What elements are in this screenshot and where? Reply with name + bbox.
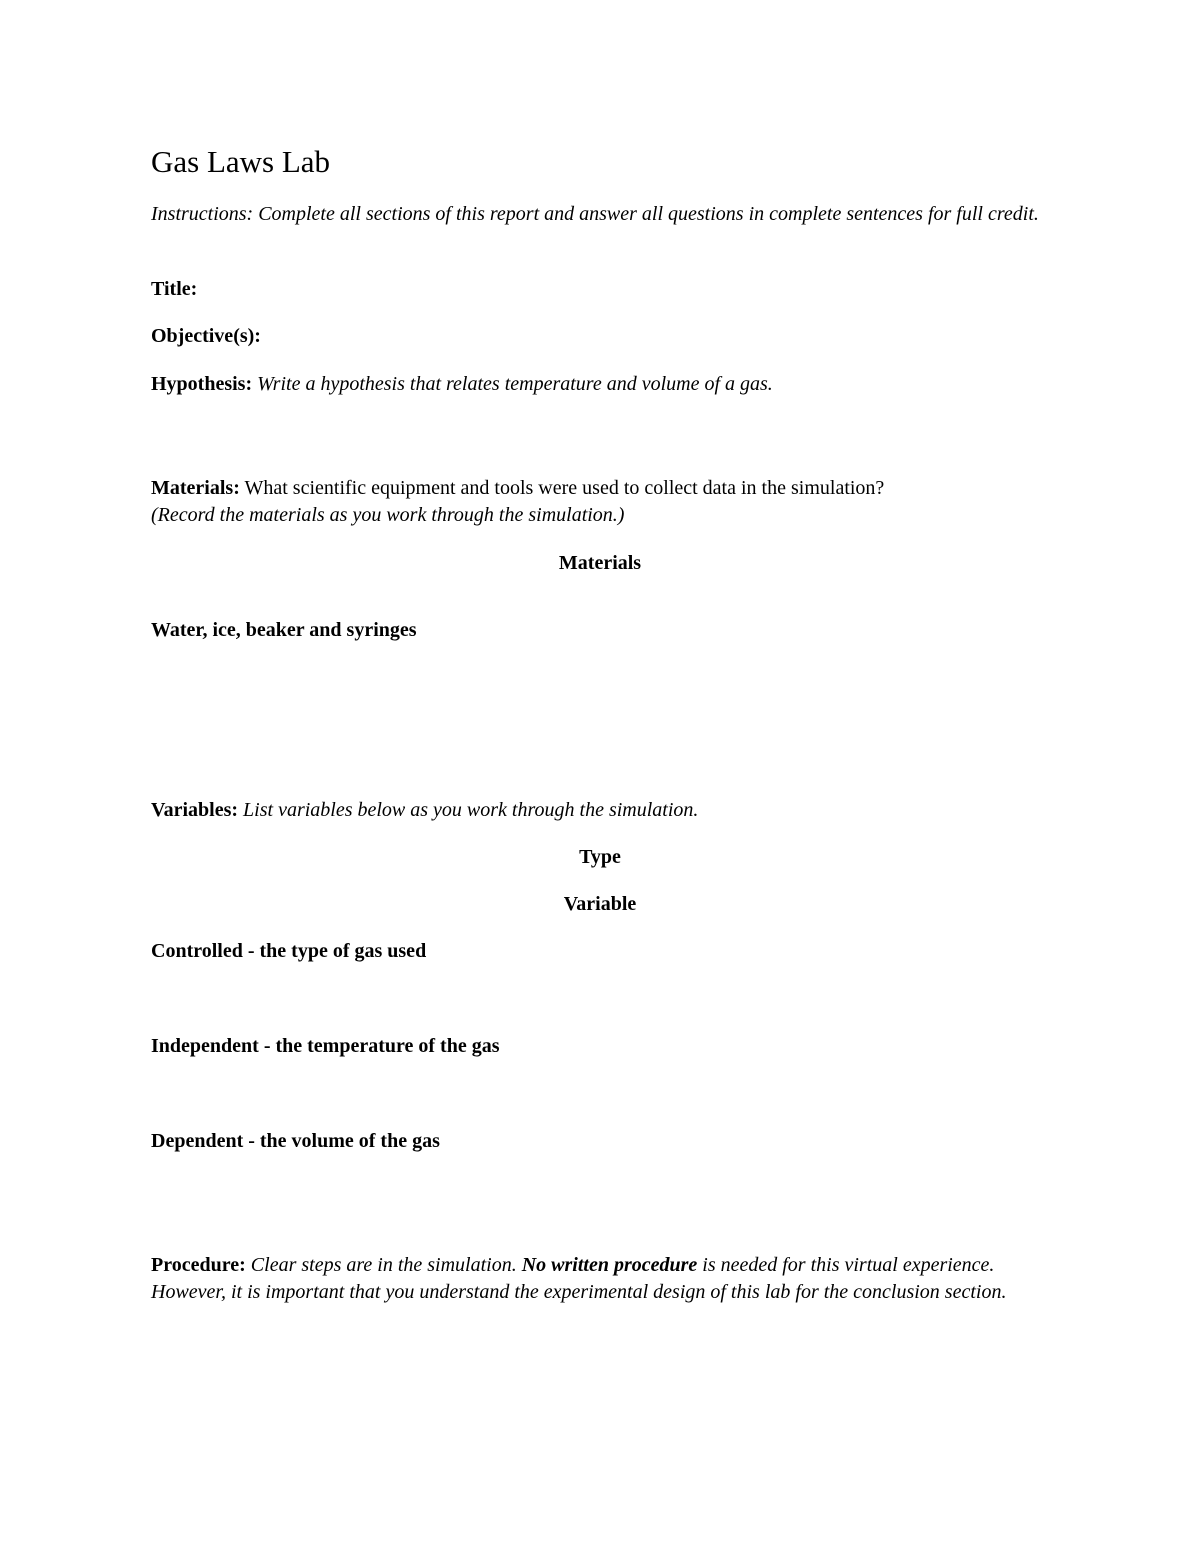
procedure-text-before: Clear steps are in the simulation. (250, 1254, 517, 1276)
procedure-emphasis: No written procedure (521, 1254, 698, 1276)
variables-heading-type: Type (579, 846, 621, 868)
objectives-label: Objective(s): (151, 325, 261, 347)
variables-prompt: List variables below as you work through the simulation. (243, 799, 699, 821)
materials-heading: Materials (558, 552, 642, 574)
variable-row-independent: Independent - the temperature of the gas (151, 1035, 500, 1057)
procedure-section (151, 1252, 1051, 1306)
materials-note: (Record the materials as you work through the simulation.) (151, 504, 625, 526)
procedure-text-after: is needed for this virtual experience. However, it is important that you understand the experimental design of this lab for the conclusion section. (151, 1254, 1007, 1303)
variable-row-dependent: Dependent - the volume of the gas (151, 1130, 440, 1152)
page-title: Gas Laws Lab (151, 144, 331, 179)
materials-section (151, 475, 1051, 529)
variable-row-controlled: Controlled - the type of gas used (151, 940, 427, 962)
procedure-label: Procedure: (151, 1254, 246, 1276)
hypothesis-label: Hypothesis: (151, 373, 253, 395)
title-label: Title: (151, 278, 198, 300)
materials-label: Materials: (151, 477, 240, 499)
materials-prompt: What scientific equipment and tools were used to collect data in the simulation? (244, 477, 885, 499)
variables-section (151, 797, 1051, 824)
hypothesis-prompt: Write a hypothesis that relates temperature and volume of a gas. (257, 373, 773, 395)
variables-heading-variable: Variable (563, 893, 637, 915)
materials-answer: Water, ice, beaker and syringes (151, 619, 417, 641)
hypothesis-section (151, 371, 1051, 398)
instructions-text: Instructions: Complete all sections of this report and answer all questions in complete sentences for full credit. (151, 203, 1039, 225)
variables-label: Variables: (151, 799, 239, 821)
